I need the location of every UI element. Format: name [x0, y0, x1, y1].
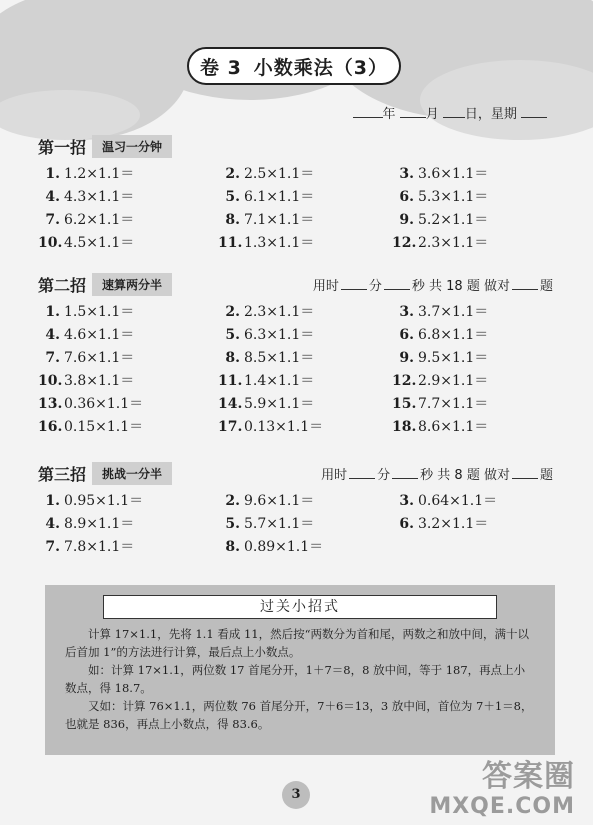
- seconds-blank[interactable]: [392, 465, 418, 479]
- problem-number: 11.: [218, 235, 243, 251]
- problem-item: [392, 163, 552, 186]
- problem-number: 7.: [45, 350, 60, 366]
- problem-expression: 4.5×1.1＝: [64, 235, 135, 251]
- problem-number: 7.: [45, 539, 60, 555]
- problem-number: 7.: [45, 212, 60, 228]
- timing-line: [313, 275, 553, 294]
- problem-expression: 8.6×1.1＝: [418, 419, 489, 435]
- section-header: [38, 460, 553, 486]
- minutes-label: 分: [377, 467, 391, 483]
- problem-number: 4.: [45, 189, 60, 205]
- problem-expression: 4.6×1.1＝: [64, 327, 135, 343]
- problem-expression: 9.6×1.1＝: [244, 493, 315, 509]
- problem-item: [218, 209, 392, 232]
- total-label: 共 18 题: [429, 278, 480, 294]
- problem-number: 8.: [225, 350, 240, 366]
- seconds-label: 秒: [411, 278, 425, 294]
- problem-expression: 7.8×1.1＝: [64, 539, 135, 555]
- minutes-blank[interactable]: [341, 276, 367, 290]
- seconds-blank[interactable]: [384, 276, 410, 290]
- problem-number: 8.: [225, 212, 240, 228]
- problem-number: 2.: [225, 493, 240, 509]
- problem-number: 6.: [399, 516, 414, 532]
- problem-item: [218, 370, 392, 393]
- problem-number: 12.: [392, 235, 417, 251]
- year-label: 年: [382, 107, 396, 122]
- problem-expression: 9.5×1.1＝: [418, 350, 489, 366]
- problem-expression: 1.5×1.1＝: [64, 304, 135, 320]
- problem-number: 10.: [38, 235, 63, 251]
- section-header: [38, 133, 553, 159]
- tips-box: [45, 585, 555, 755]
- problem-expression: 8.9×1.1＝: [64, 516, 135, 532]
- problem-expression: 5.2×1.1＝: [418, 212, 489, 228]
- volume-label: 卷 3: [199, 56, 242, 79]
- problem-item: [38, 186, 218, 209]
- problem-number: 1.: [45, 493, 60, 509]
- month-blank[interactable]: [400, 104, 426, 118]
- problem-number: 4.: [45, 327, 60, 343]
- section-speed: [38, 271, 553, 439]
- problem-item: [38, 324, 218, 347]
- problem-expression: 7.7×1.1＝: [418, 396, 489, 412]
- tips-body: [65, 625, 535, 733]
- unit-label: 题: [539, 467, 553, 483]
- month-label: 月: [425, 107, 439, 122]
- problem-expression: 6.2×1.1＝: [64, 212, 135, 228]
- watermark-text: 答案圈: [482, 759, 575, 794]
- problem-expression: 8.5×1.1＝: [244, 350, 315, 366]
- problem-item: [218, 301, 392, 324]
- problem-grid: [38, 301, 553, 439]
- problem-item: [38, 416, 218, 439]
- problem-number: 3.: [399, 304, 414, 320]
- date-line: [353, 103, 547, 122]
- problem-item: [38, 513, 218, 536]
- day-blank[interactable]: [443, 104, 465, 118]
- problem-number: 9.: [399, 212, 414, 228]
- correct-blank[interactable]: [512, 276, 538, 290]
- problem-expression: 5.7×1.1＝: [244, 516, 315, 532]
- problem-item: [218, 347, 392, 370]
- problem-item: [392, 370, 552, 393]
- section-name: 第一招: [38, 137, 87, 157]
- tips-paragraph: 如：计算 17×1.1，两位数 17 首尾分开，1＋7＝8，8 放中间，等于 187，再点上小数点，得 18.7。: [65, 663, 526, 695]
- section-header: [38, 271, 553, 297]
- problem-expression: 6.8×1.1＝: [418, 327, 489, 343]
- problem-number: 15.: [392, 396, 417, 412]
- problem-expression: 7.6×1.1＝: [64, 350, 135, 366]
- problem-expression: 1.4×1.1＝: [244, 373, 315, 389]
- problem-expression: 4.3×1.1＝: [64, 189, 135, 205]
- problem-item: [218, 163, 392, 186]
- weekday-label: 日，星期: [464, 107, 517, 122]
- problem-item: [392, 209, 552, 232]
- problem-expression: 1.3×1.1＝: [244, 235, 315, 251]
- problem-item: [392, 232, 552, 255]
- problem-expression: 5.3×1.1＝: [418, 189, 489, 205]
- problem-number: 5.: [225, 327, 240, 343]
- watermark-logo: [429, 760, 575, 820]
- tips-title: 过关小招式: [103, 595, 497, 619]
- problem-number: 9.: [399, 350, 414, 366]
- total-label: 共 8 题: [437, 467, 480, 483]
- problem-item: [218, 186, 392, 209]
- problem-expression: 6.1×1.1＝: [244, 189, 315, 205]
- problem-expression: 0.36×1.1＝: [64, 396, 144, 412]
- problem-item: [392, 186, 552, 209]
- problem-expression: 5.9×1.1＝: [244, 396, 315, 412]
- problem-item: [38, 163, 218, 186]
- problem-number: 12.: [392, 373, 417, 389]
- problem-item: [218, 232, 392, 255]
- problem-item: [392, 416, 552, 439]
- correct-blank[interactable]: [512, 465, 538, 479]
- problem-item: [38, 393, 218, 416]
- problem-item: [38, 209, 218, 232]
- problem-number: 3.: [399, 493, 414, 509]
- time-label: 用时: [321, 467, 348, 483]
- page-title: [187, 47, 401, 85]
- problem-grid: [38, 163, 553, 255]
- problem-number: 6.: [399, 327, 414, 343]
- problem-number: 11.: [218, 373, 243, 389]
- year-blank[interactable]: [353, 104, 383, 118]
- problem-number: 1.: [45, 166, 60, 182]
- minutes-label: 分: [368, 278, 382, 294]
- problem-number: 5.: [225, 189, 240, 205]
- problem-expression: 3.7×1.1＝: [418, 304, 489, 320]
- unit-label: 题: [539, 278, 553, 294]
- section-challenge: [38, 460, 553, 559]
- tips-paragraph: 又如：计算 76×1.1，两位数 76 首尾分开，7＋6＝13，3 放中间，首位为 7＋1＝8，也就是 836，再点上小数点，得 83.6。: [65, 699, 533, 731]
- problem-item: [218, 513, 392, 536]
- problem-number: 1.: [45, 304, 60, 320]
- problem-item: [392, 347, 552, 370]
- problem-item: [218, 393, 392, 416]
- problem-item: [38, 232, 218, 255]
- problem-expression: 2.3×1.1＝: [244, 304, 315, 320]
- problem-item: [218, 416, 392, 439]
- problem-expression: 3.8×1.1＝: [64, 373, 135, 389]
- seconds-label: 秒: [420, 467, 434, 483]
- problem-expression: 2.9×1.1＝: [418, 373, 489, 389]
- problem-grid: [38, 490, 553, 559]
- problem-number: 3.: [399, 166, 414, 182]
- section-name: 第三招: [38, 464, 87, 484]
- problem-item: [38, 347, 218, 370]
- problem-expression: 0.89×1.1＝: [244, 539, 324, 555]
- problem-number: 4.: [45, 516, 60, 532]
- problem-number: 13.: [38, 396, 63, 412]
- problem-expression: 1.2×1.1＝: [64, 166, 135, 182]
- problem-number: 16.: [38, 419, 63, 435]
- problem-expression: 2.5×1.1＝: [244, 166, 315, 182]
- problem-number: 18.: [392, 419, 417, 435]
- problem-item: [218, 324, 392, 347]
- problem-item: [392, 490, 552, 513]
- problem-item: [218, 536, 392, 559]
- time-label: 用时: [312, 278, 339, 294]
- watermark-url: MXQE.COM: [429, 794, 575, 819]
- section-name: 第二招: [38, 275, 87, 295]
- problem-expression: 3.2×1.1＝: [418, 516, 489, 532]
- problem-expression: 0.15×1.1＝: [64, 419, 144, 435]
- problem-item: [38, 370, 218, 393]
- problem-item: [392, 393, 552, 416]
- problem-item: [392, 324, 552, 347]
- section-badge: 温习一分钟: [92, 135, 172, 158]
- problem-expression: 2.3×1.1＝: [418, 235, 489, 251]
- problem-item: [392, 513, 552, 536]
- problem-item: [392, 301, 552, 324]
- problem-number: 5.: [225, 516, 240, 532]
- page-number: 3: [282, 781, 310, 809]
- section-badge: 挑战一分半: [92, 462, 172, 485]
- problem-expression: 0.95×1.1＝: [64, 493, 144, 509]
- tips-paragraph: 计算 17×1.1，先将 1.1 看成 11，然后按“两数分为首和尾，两数之和放中间，满十以后首加 1”的方法进行计算，最后点上小数点。: [65, 627, 529, 659]
- section-badge: 速算两分半: [92, 273, 172, 296]
- problem-number: 14.: [218, 396, 243, 412]
- section-warmup: [38, 133, 553, 255]
- problem-number: 2.: [225, 304, 240, 320]
- problem-expression: 0.13×1.1＝: [244, 419, 324, 435]
- problem-expression: 3.6×1.1＝: [418, 166, 489, 182]
- minutes-blank[interactable]: [349, 465, 375, 479]
- topic-label: 小数乘法（3）: [253, 56, 389, 79]
- timing-line: [321, 464, 553, 483]
- problem-expression: 6.3×1.1＝: [244, 327, 315, 343]
- weekday-blank[interactable]: [521, 104, 547, 118]
- problem-item: [38, 536, 218, 559]
- problem-item: [218, 490, 392, 513]
- problem-item: [38, 301, 218, 324]
- problem-number: 8.: [225, 539, 240, 555]
- correct-label: 做对: [483, 278, 510, 294]
- problem-number: 10.: [38, 373, 63, 389]
- problem-number: 17.: [218, 419, 243, 435]
- problem-number: 2.: [225, 166, 240, 182]
- problem-item: [38, 490, 218, 513]
- problem-expression: 7.1×1.1＝: [244, 212, 315, 228]
- problem-expression: 0.64×1.1＝: [418, 493, 498, 509]
- problem-number: 6.: [399, 189, 414, 205]
- correct-label: 做对: [483, 467, 510, 483]
